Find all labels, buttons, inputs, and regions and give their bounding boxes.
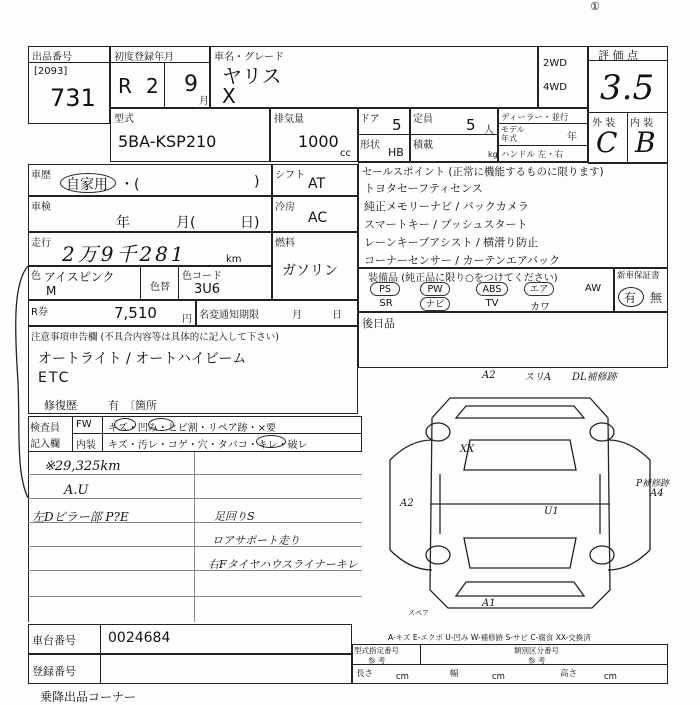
sales-item-3: スマートキー / プッシュスタート	[364, 218, 528, 231]
notes-label: 注意事項申告欄 (不具合内容等は具体的に記入して下さい)	[31, 332, 279, 343]
capacity-unit: 人	[484, 125, 494, 136]
reg-number-label: 登録番号	[32, 665, 76, 678]
drive-4wd: 4WD	[543, 82, 567, 93]
grade-score: 3.5	[600, 68, 655, 108]
grade-label: 評 価 点	[598, 49, 638, 62]
color-code: 3U6	[194, 282, 221, 297]
history-label: 車歴	[31, 170, 51, 181]
diag-label-a4: A4	[650, 488, 664, 499]
diag-label-p: P補修跡	[636, 479, 670, 489]
mileage-unit: km	[226, 254, 242, 265]
chassis-box	[28, 624, 352, 654]
inspection-box	[28, 196, 272, 232]
diag-label-spare: スペア	[408, 609, 429, 617]
dealer-year-suffix: 年	[567, 132, 577, 143]
chassis-value: 0024684	[108, 630, 171, 646]
equip-air: エア	[524, 282, 554, 296]
ac-value: AC	[308, 210, 328, 226]
history-close: )	[254, 174, 260, 190]
inspection-day: 日)	[240, 215, 260, 231]
diag-label-u1: U1	[544, 506, 559, 517]
spec-height: 高さ	[560, 669, 578, 679]
grade-ext: C	[596, 126, 618, 159]
chassis-label: 車台番号	[32, 634, 76, 647]
doors-label: ドア	[360, 114, 380, 125]
recycle-unit: 円	[182, 314, 192, 325]
spec-length: 長さ	[356, 669, 374, 679]
notes-line1: オートライト / オートハイビーム	[38, 351, 247, 367]
top-right-mark: ①	[590, 0, 600, 13]
spec-ref-2: 参 考	[528, 656, 546, 665]
handnote-5: ロアサポート走り	[212, 534, 300, 547]
capacity-value: 5	[466, 116, 476, 134]
doors-value: 5	[392, 116, 402, 134]
sales-item-5: コーナーセンサー / カーテンエアバック	[364, 254, 561, 267]
inspector-codes-2: キズ・汚レ・コゲ・穴・タバコ・キレ・破レ	[108, 440, 308, 451]
deadline-label: 名変通知期限	[199, 310, 259, 321]
recycle-label: R券	[31, 307, 48, 318]
sales-item-4: レーンキープアシスト / 横滑り防止	[364, 236, 539, 249]
back-box	[358, 312, 668, 368]
sales-label: セールスポイント (正常に機能するものに限ります)	[362, 166, 604, 178]
equip-aw: AW	[584, 283, 602, 294]
grade-int-label: 内 装	[630, 118, 654, 129]
equip-ps: PS	[370, 282, 400, 296]
spec-height-cm: cm	[604, 672, 617, 682]
diag-label-dl: DL補修跡	[572, 372, 617, 383]
handnote-6: 右Fタイヤハウスライナーキレ	[208, 558, 358, 571]
dealer-model-label: モデル	[501, 125, 525, 134]
fuel-value: ガソリン	[282, 263, 338, 279]
fuel-label: 燃料	[275, 238, 295, 249]
inspector-label-2: 記入欄	[30, 439, 60, 450]
registration-era: R	[118, 74, 132, 98]
shift-label: シフト	[275, 170, 305, 181]
dealer-year-label: 年式	[501, 134, 517, 143]
equip-leather: カワ	[530, 302, 550, 313]
car-diagram	[370, 370, 670, 620]
history-rest: ・(	[120, 177, 140, 193]
displacement-label: 排気量	[274, 114, 304, 125]
sales-item-1: トヨタセーフティセンス	[364, 182, 483, 195]
color-code-letter: M	[46, 284, 57, 298]
load-unit: kg	[488, 150, 498, 159]
displacement-unit: cc	[340, 148, 351, 159]
inspection-month: 月(	[176, 215, 196, 231]
drive-2wd: 2WD	[543, 58, 567, 69]
back-label: 後日品	[362, 317, 395, 330]
history-value: 自家用	[66, 177, 108, 193]
notes-line2: ETC	[38, 370, 71, 386]
code-circle-1	[114, 418, 136, 431]
reg-number-box	[28, 654, 352, 684]
grade-ext-label: 外 装	[592, 118, 616, 129]
car-name: ヤリス	[222, 64, 282, 88]
recycle-box	[28, 300, 196, 326]
ac-label: 冷房	[275, 202, 295, 213]
registration-month: 9	[184, 72, 198, 97]
shape-label: 形状	[360, 140, 380, 151]
inspection-year: 年	[116, 215, 130, 231]
inspector-label-1: 検査員	[30, 423, 60, 434]
model-value: 5BA-KSP210	[118, 132, 217, 151]
spec-ref-1: 参 考	[368, 656, 386, 665]
shift-value: AT	[308, 176, 326, 192]
capacity-label: 定員	[413, 114, 433, 125]
registration-year: 2	[146, 74, 159, 98]
deadline-month: 月	[292, 310, 302, 321]
sales-item-2: 純正メモリーナビ / バックカメラ	[364, 200, 529, 213]
shape-value: HB	[388, 146, 404, 159]
footer-label: 乗降出品コーナー	[40, 690, 137, 704]
spec-f1: 型式指定番号	[354, 646, 399, 655]
inspector-interior: 内装	[76, 440, 96, 451]
color-label: 色	[31, 271, 41, 282]
repair-value: 有	[108, 399, 119, 412]
displacement-value: 1000	[298, 132, 339, 151]
handnote-4: 足回りS	[214, 510, 255, 523]
grade-int: B	[635, 126, 656, 159]
handnote-2: A.U	[64, 483, 89, 498]
color-value: アイスピンク	[44, 270, 115, 284]
spec-length-cm: cm	[396, 672, 409, 682]
diag-label-suria: スリA	[524, 372, 552, 383]
load-label: 積載	[413, 140, 433, 151]
inspection-label: 車検	[31, 202, 51, 213]
spec-width-cm: cm	[492, 672, 505, 682]
equip-sr: SR	[379, 298, 393, 309]
spec-width: 幅	[450, 669, 459, 679]
inspector-fw: FW	[76, 419, 92, 430]
mileage-label: 走行	[31, 238, 51, 249]
repair-label: 修復歴	[44, 399, 77, 412]
warranty-label: 新車保証書	[617, 271, 660, 281]
registration-month-suffix: 月	[199, 96, 209, 107]
equip-tv: TV	[485, 298, 499, 309]
drive-box	[538, 46, 588, 108]
color-code-label: 色コード	[182, 271, 222, 282]
registration-label: 初度登録年月	[114, 52, 174, 63]
handnote-3: 左Dピラー部 P?E	[32, 510, 129, 524]
margin-bracket	[6, 262, 36, 502]
spec-f2: 類別区分番号	[514, 646, 559, 655]
diag-label-a2-left: A2	[400, 498, 414, 509]
car-grade: X	[222, 84, 236, 108]
dealer-handle: ハンドル 左・右	[501, 150, 564, 160]
color-change-label: 色替	[150, 282, 170, 293]
mileage-value: 2万9千281	[62, 242, 187, 266]
car-label: 車名・グレード	[214, 52, 284, 63]
handnote-1: ※29,325km	[44, 459, 121, 474]
dealer-label: ディーラー・並行	[501, 113, 569, 123]
diag-label-xx: XX	[460, 444, 475, 455]
equip-pw: PW	[420, 282, 450, 296]
equip-navi: ナビ	[420, 297, 450, 311]
warranty-yes: 有	[624, 291, 637, 305]
warranty-no: 無	[650, 291, 663, 305]
diagram-legend: A-キズ E-エクボ U-凹み W-補修跡 S-サビ C-腐食 XX-交換済	[388, 633, 591, 642]
lot-label: 出品番号	[32, 52, 72, 63]
deadline-day: 日	[332, 310, 342, 321]
equipment-label: 装備品 (純正品に限り○をつけてください)	[368, 273, 558, 284]
code-circle-3	[256, 435, 286, 448]
repair-place: 〔箇所	[124, 399, 157, 412]
diag-label-a1: A1	[482, 598, 496, 609]
diag-label-a2-top: A2	[482, 370, 496, 381]
code-circle-2	[148, 418, 174, 431]
equip-abs: ABS	[476, 282, 508, 296]
lot-number: 731	[50, 84, 96, 112]
lot-sub: [2093]	[34, 66, 68, 77]
model-label: 型式	[114, 114, 134, 125]
inspector-codes-1: キズ・凹み・ヒビ割・リペア跡・×要	[108, 423, 276, 434]
recycle-value: 7,510	[114, 304, 157, 322]
